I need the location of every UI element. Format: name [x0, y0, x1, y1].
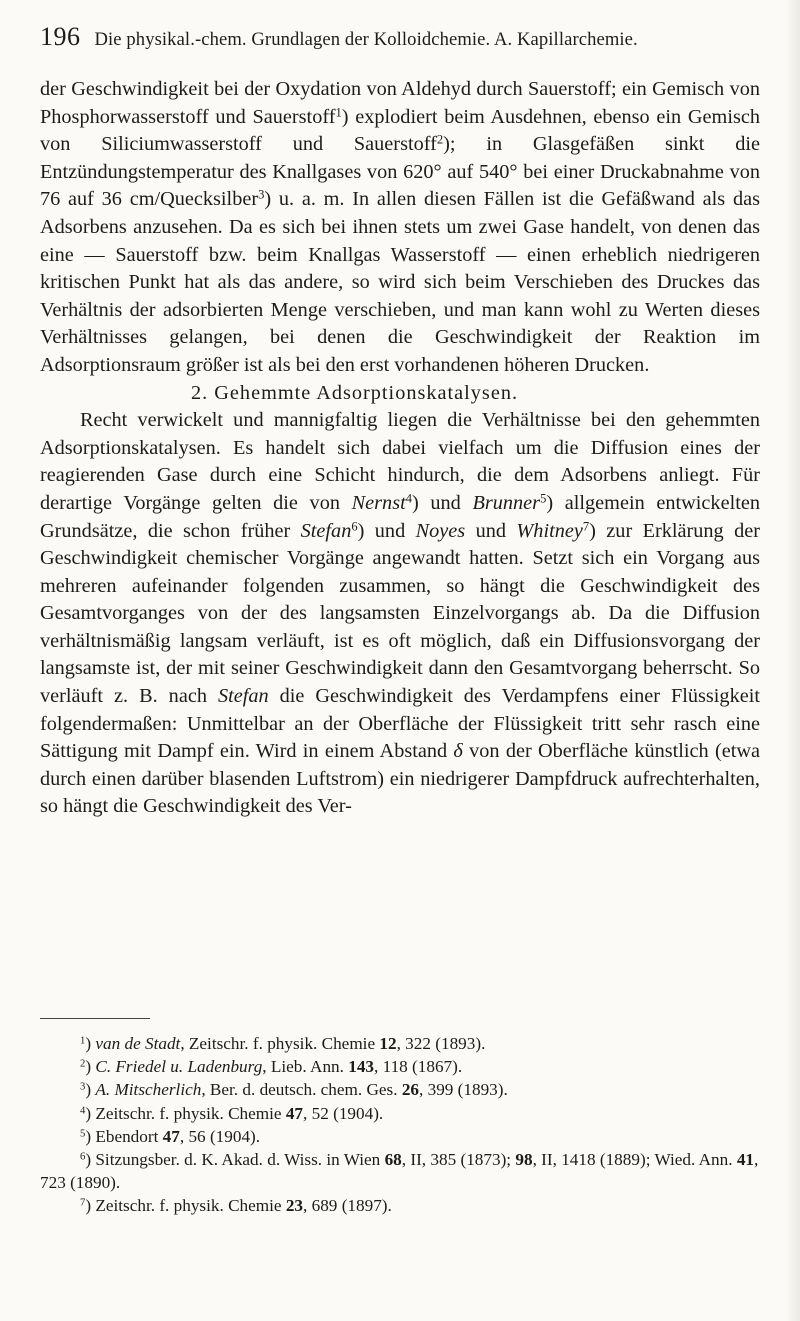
page-number: 196	[40, 22, 81, 51]
footnote-volume: 41	[736, 1150, 755, 1170]
footnote-2: $^2$) C. Friedel u. Ladenburg, Lieb. Ann. 143, 118 (1867).	[80, 1057, 463, 1077]
footnote-author: C. Friedel u. Ladenburg	[95, 1057, 263, 1077]
footnote-ref: 6	[351, 519, 358, 534]
footnote-text: Sitzungsber. d. K. Akad. d. Wiss. in Wien	[95, 1150, 385, 1170]
section-heading: 2. Gehemmte Adsorptionskatalysen.	[191, 381, 519, 404]
text-run: ) allgemein entwickelten Grundsätze, die schon früher	[40, 491, 760, 542]
footnote-author: van de Stadt	[95, 1034, 181, 1053]
footnote-5: $^5$) Ebendort 47, 56 (1904).	[80, 1126, 261, 1146]
footnote-text: , 689 (1897).	[303, 1196, 392, 1216]
footnote-text: , 52 (1904).	[303, 1103, 384, 1123]
footnote-text: , Ber. d. deutsch. chem. Ges.	[201, 1080, 402, 1100]
text-run: die Geschwindigkeit des Verdampfens einer Flüssigkeit folgendermaßen: Unmittelbar an der Oberfläche der Flüssigkeit tritt sehr rasch eine Sättigung mit Dampf ein. Wird in einem Abstand	[40, 685, 760, 763]
author-name: Whitney	[516, 519, 583, 542]
footnote-volume: 23	[285, 1196, 304, 1216]
footnote-ref: 4	[405, 491, 413, 506]
footnote-volume: 12	[379, 1034, 397, 1053]
text-run: ) und	[412, 491, 473, 514]
text-run: der Geschwindigkeit bei der Oxydation von Aldehyd durch Sauerstoff; ein Gemisch von Phosphorwasserstoff und Sauerstoff	[40, 78, 760, 128]
footnote-3: $^3$) A. Mitscherlich, Ber. d. deutsch. chem. Ges. 26, 399 (1893).	[80, 1080, 508, 1100]
footnote-volume: 47	[162, 1126, 180, 1146]
main-text	[40, 76, 760, 821]
text-run: ) u. a. m. In allen diesen Fällen ist die Gefäßwand als das Adsorbens anzusehen. Da es sich bei ihnen stets um zwei Gase handelt, von denen das eine — Sauerstoff bzw. beim Knallgas Wasserstoff — einen erheblich niedrigeren kritischen Punkt hat als das andere, so wird sich beim Verschieben des Druckes das Verhältnis der adsorbierten Menge verschieben, und man kann wohl zu Werten dieses Verhältnisses gelangen, bei denen die Geschwindigkeit der Reaktion im Adsorptionsraum größer ist als bei den erst vorhandenen höheren Drucken.	[40, 188, 760, 376]
footnote-1: $^1$) van de Stadt, Zeitschr. f. physik. Chemie 12, 322 (1893).	[80, 1034, 486, 1053]
author-name: Stefan	[217, 685, 269, 708]
footnote-ref: 3	[258, 188, 265, 203]
text-run: ) explodiert beim Ausdehnen, ebenso ein Gemisch von Siliciumwasserstoff und Sauerstoff	[40, 105, 760, 156]
paragraph-1	[40, 76, 760, 380]
footnote-author: A. Mitscherlich	[95, 1080, 202, 1100]
author-name: Brunner	[472, 491, 541, 514]
footnote-ref: 2	[436, 132, 444, 147]
footnote-ref: 7	[582, 519, 590, 534]
footnote-volume: 68	[384, 1150, 402, 1170]
footnote-text: , 723 (1890).	[40, 1150, 759, 1193]
footnote-number: 2	[80, 1058, 86, 1070]
text-run: ) zur Erklärung der Geschwindigkeit chemischer Vorgänge angewandt hatten. Setzt sich ein Vorgang aus mehreren aufeinander folgenden zusammen, so hängt die Geschwindigkeit des Gesamtvorganges von der des langsamsten Einzelvorgangs ab. Da die Diffusion verhältnismäßig langsam verläuft, ist es oft möglich, daß ein Diffusionsvorgang der langsamste ist, der mit seiner Geschwindigkeit dann den Gesamtvorgang beherrscht. So verläuft z. B. nach	[40, 519, 760, 708]
footnote-number: 1	[80, 1035, 86, 1047]
footnote-text: , Lieb. Ann.	[262, 1057, 349, 1077]
text-run: ); in Glasgefäßen sinkt die Entzündungstemperatur des Knallgases von 620° auf 540° bei einer Druckabnahme von 76 auf 36 cm/Quecksilber	[40, 133, 760, 211]
footnote-text: Zeitschr. f. physik. Chemie	[95, 1196, 286, 1216]
footnote-ref: 5	[540, 491, 547, 506]
footnote-6: $^6$) Sitzungsber. d. K. Akad. d. Wiss. in Wien 68, II, 385 (1873); 98, II, 1418 (1889); Wied. Ann. 41, 723 (1890).	[40, 1150, 759, 1193]
delta-symbol: δ	[453, 740, 463, 763]
footnote-text: , 322 (1893).	[396, 1034, 486, 1053]
footnote-7: $^7$) Zeitschr. f. physik. Chemie 23, 689 (1897).	[80, 1196, 392, 1216]
footnote-volume: 26	[401, 1080, 419, 1100]
author-name: Nernst	[351, 491, 406, 514]
page-edge-shadow	[786, 0, 800, 1321]
author-name: Noyes	[415, 519, 466, 542]
footnote-text: , II, 385 (1873);	[401, 1150, 516, 1170]
footnote-text: , II, 1418 (1889); Wied. Ann.	[532, 1150, 737, 1170]
running-title: Die physikal.-chem. Grundlagen der Kolloidchemie. A. Kapillarchemie.	[94, 29, 638, 50]
footnote-text: , Zeitschr. f. physik. Chemie	[180, 1034, 380, 1053]
footnote-volume: 47	[285, 1103, 304, 1123]
footnote-text: , 56 (1904).	[179, 1126, 261, 1146]
running-header	[40, 22, 780, 58]
footnote-4: $^4$) Zeitschr. f. physik. Chemie 47, 52 (1904).	[80, 1103, 384, 1123]
footnote-text: Ebendort	[95, 1126, 163, 1146]
footnote-ref: 1	[335, 105, 342, 120]
footnote-number: 5	[80, 1128, 86, 1140]
footnote-number: 4	[80, 1105, 86, 1117]
paragraph-2	[40, 407, 760, 821]
footnote-text: Zeitschr. f. physik. Chemie	[95, 1103, 286, 1123]
footnote-text: , 399 (1893).	[419, 1080, 508, 1100]
footnote-number: 7	[80, 1198, 86, 1210]
text-run: ) und	[357, 519, 416, 542]
footnote-number: 6	[80, 1151, 86, 1163]
footnotes	[40, 1032, 760, 1218]
text-run: und	[465, 519, 517, 542]
text-run: Recht verwickelt und mannigfaltig liegen die Verhältnisse bei den gehemmten Adsorptionskatalysen. Es handelt sich dabei vielfach um die Diffusion eines der reagierenden Gase durch eine Schicht hindurch, die dem Adsorbens anliegt. Für derartige Vorgänge gelten die von	[40, 409, 760, 514]
footnote-text: , 118 (1867).	[374, 1057, 463, 1077]
footnote-volume: 98	[515, 1150, 533, 1170]
author-name: Stefan	[300, 519, 352, 542]
text-run: von der Oberfläche künstlich (etwa durch einen darüber blasenden Luftstrom) ein niedrigerer Dampfdruck aufrechterhalten, so hängt die Geschwindigkeit des Ver-	[40, 740, 760, 818]
footnote-number: 3	[80, 1082, 86, 1094]
footnote-volume: 143	[348, 1057, 375, 1077]
footnote-divider	[40, 1018, 150, 1019]
